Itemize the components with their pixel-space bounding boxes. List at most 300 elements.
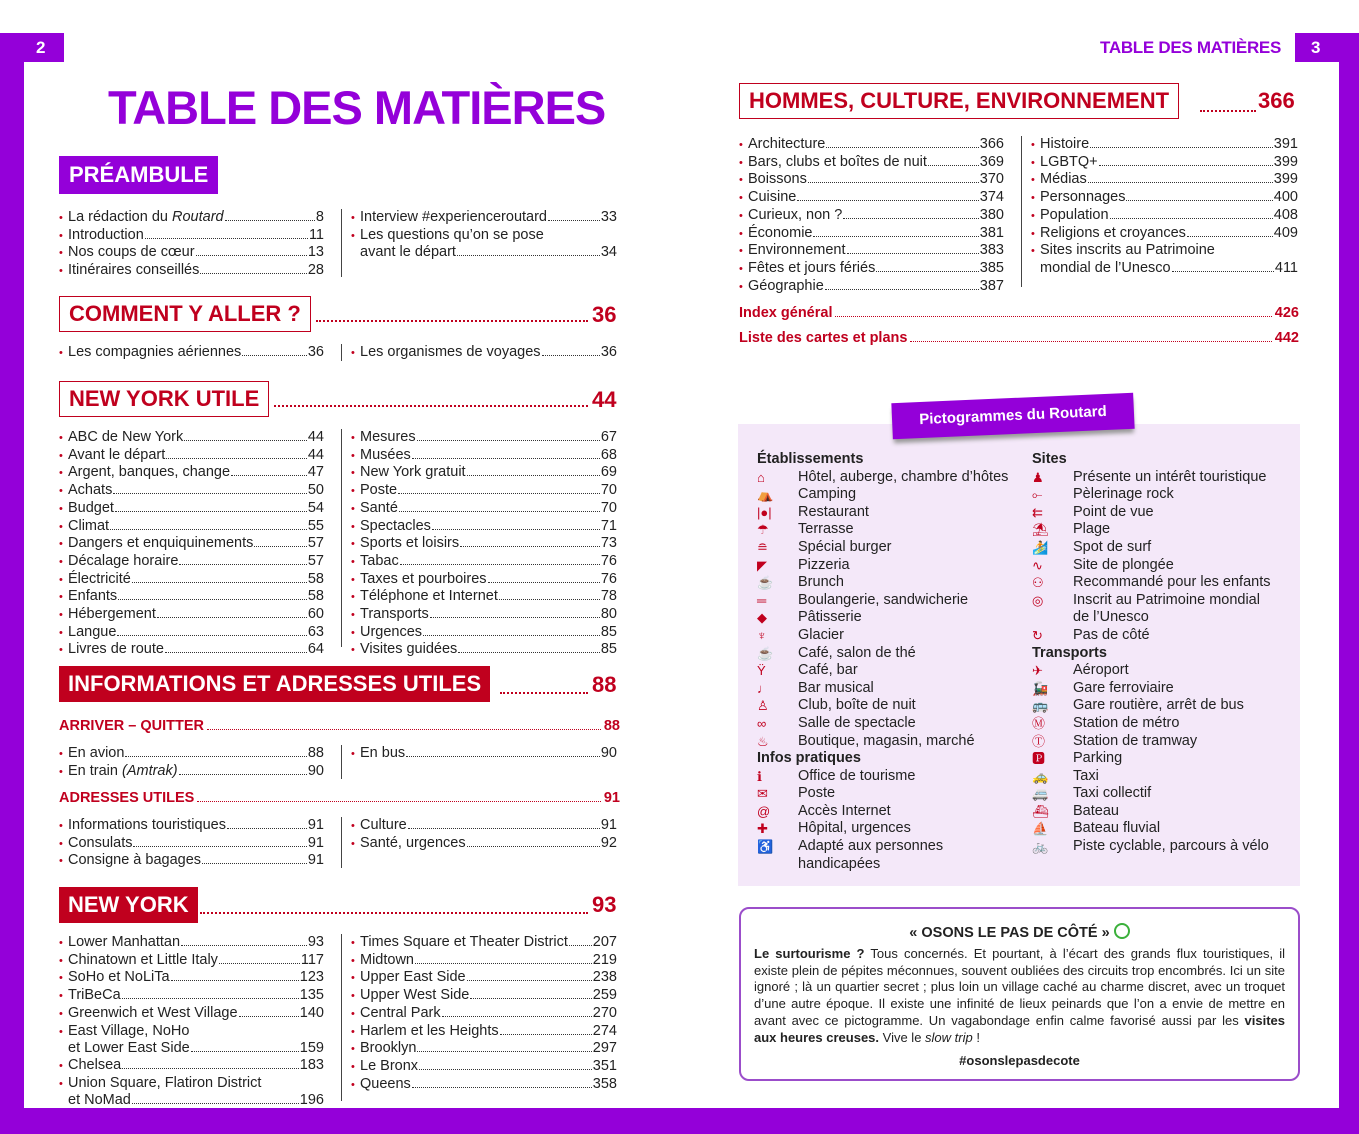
toc-entry-label: Argent, banques, change bbox=[68, 464, 231, 481]
toc-entry-label: Central Park bbox=[360, 1004, 441, 1021]
toc-entry[interactable] bbox=[59, 606, 324, 624]
spacer bbox=[757, 856, 798, 874]
burger-icon: ≘ bbox=[757, 539, 768, 555]
bullet-icon: • bbox=[351, 538, 355, 551]
bullet-icon: • bbox=[59, 212, 63, 224]
leader-dots bbox=[399, 511, 600, 512]
toc-entry[interactable] bbox=[59, 987, 324, 1005]
leader-dots bbox=[125, 756, 306, 757]
bullet-icon: • bbox=[351, 1060, 355, 1073]
adresses-left-list bbox=[59, 817, 342, 868]
leader-dots bbox=[242, 355, 307, 356]
toc-entry[interactable] bbox=[1031, 171, 1298, 189]
toc-entry-page: 85 bbox=[600, 641, 617, 658]
picto-label: Point de vue bbox=[1073, 503, 1154, 520]
toc-entry-label: Livres de route bbox=[68, 641, 164, 658]
picto-item bbox=[1032, 592, 1294, 610]
dancer-icon: ♙ bbox=[757, 698, 769, 714]
picto-item bbox=[1032, 662, 1294, 680]
toc-entry[interactable] bbox=[59, 1005, 324, 1023]
leader-dots bbox=[417, 1051, 591, 1052]
bullet-icon: • bbox=[739, 280, 743, 293]
toc-entry-label: Médias bbox=[1040, 171, 1087, 188]
picto-item bbox=[1032, 820, 1294, 838]
index-page: 426 bbox=[1274, 305, 1299, 321]
leader-dots bbox=[847, 253, 979, 254]
section-page-hommes[interactable]: 366 bbox=[1258, 88, 1295, 113]
spectacles-icon: ∞ bbox=[757, 715, 767, 731]
bullet-icon: • bbox=[59, 609, 63, 622]
toc-entry-label: Population bbox=[1040, 206, 1109, 223]
toc-entry-continued[interactable] bbox=[59, 1092, 324, 1109]
toc-entry[interactable] bbox=[739, 207, 1004, 225]
toc-entry[interactable] bbox=[351, 344, 617, 362]
leader-dots bbox=[207, 729, 601, 730]
toc-entry-page: 47 bbox=[307, 464, 324, 481]
toc-entry[interactable] bbox=[351, 447, 617, 465]
toc-entry-label: Enfants bbox=[68, 588, 118, 605]
leader-dots bbox=[467, 980, 592, 981]
toc-entry-label: Géographie bbox=[748, 277, 824, 294]
toc-entry-label: ABC de New York bbox=[68, 429, 184, 445]
toc-entry[interactable] bbox=[59, 1075, 324, 1093]
toc-entry-label: Transports bbox=[360, 606, 429, 623]
nyu-left-list bbox=[59, 429, 342, 658]
toc-entry[interactable] bbox=[59, 969, 324, 987]
toc-entry-label: Langue bbox=[68, 623, 117, 640]
toc-entry-page: 123 bbox=[299, 969, 324, 986]
toc-entry-label: Consigne à bagages bbox=[68, 852, 202, 869]
toc-entry-page: 91 bbox=[600, 817, 617, 833]
toc-entry[interactable] bbox=[351, 987, 617, 1005]
toc-entry-label: Mesures bbox=[360, 429, 416, 445]
toc-entry-label: Décalage horaire bbox=[68, 552, 179, 569]
toc-entry-page: 196 bbox=[299, 1092, 324, 1109]
bullet-icon: • bbox=[1031, 156, 1035, 169]
section-page-comment-y-aller[interactable]: 36 bbox=[592, 302, 617, 327]
picto-label: Taxi bbox=[1073, 767, 1099, 784]
toc-entry-label: Queens bbox=[360, 1075, 411, 1092]
section-page-informations[interactable]: 88 bbox=[592, 672, 617, 697]
picto-item bbox=[1032, 539, 1294, 557]
leader-dots bbox=[179, 774, 307, 775]
toc-entry[interactable] bbox=[739, 225, 1004, 243]
toc-entry[interactable] bbox=[351, 571, 617, 589]
subsection-adresses-utiles[interactable] bbox=[59, 790, 620, 806]
toc-entry-label: Greenwich et West Village bbox=[68, 1004, 238, 1021]
toc-entry[interactable] bbox=[59, 852, 324, 870]
bullet-icon: • bbox=[739, 139, 743, 151]
toc-entry-page: 366 bbox=[979, 136, 1004, 152]
picto-label: Café, bar bbox=[798, 662, 858, 679]
section-leader-dots bbox=[200, 912, 588, 914]
picto-item bbox=[1032, 521, 1294, 539]
leader-dots bbox=[460, 546, 600, 547]
toc-entry[interactable] bbox=[351, 606, 617, 624]
bullet-icon: • bbox=[1031, 209, 1035, 222]
leader-dots bbox=[132, 582, 307, 583]
toc-entry-page: 60 bbox=[307, 606, 324, 623]
leader-dots bbox=[1110, 218, 1273, 219]
pas-de-cote-icon bbox=[1114, 923, 1130, 939]
toc-entry-label: La rédaction du Routard bbox=[68, 209, 224, 225]
toc-entry-page: 71 bbox=[600, 517, 617, 534]
picto-item bbox=[1032, 486, 1294, 504]
bullet-icon: • bbox=[1031, 139, 1035, 151]
toc-entry-continued[interactable] bbox=[1031, 260, 1298, 277]
section-title-comment-y-aller[interactable]: COMMENT Y ALLER ? bbox=[59, 296, 311, 332]
toc-entry[interactable] bbox=[59, 244, 324, 262]
leader-dots bbox=[843, 218, 978, 219]
toc-entry[interactable] bbox=[351, 482, 617, 500]
toc-entry[interactable] bbox=[351, 1005, 617, 1023]
toc-entry[interactable] bbox=[351, 209, 617, 227]
toc-entry-page: 58 bbox=[307, 588, 324, 605]
leader-dots bbox=[132, 1103, 299, 1104]
toc-entry[interactable] bbox=[351, 553, 617, 571]
toc-entry[interactable] bbox=[351, 952, 617, 970]
toc-entry[interactable] bbox=[59, 835, 324, 853]
toc-entry[interactable] bbox=[351, 588, 617, 606]
picto-label: Pizzeria bbox=[798, 556, 850, 573]
bullet-icon: • bbox=[351, 591, 355, 604]
section-title-new-york-utile[interactable]: NEW YORK UTILE bbox=[59, 381, 269, 417]
toc-entry-label: East Village, NoHo bbox=[68, 1022, 190, 1039]
toc-entry-page: 91 bbox=[307, 834, 324, 851]
toc-entry[interactable] bbox=[739, 136, 1004, 154]
leader-dots bbox=[115, 511, 307, 512]
picto-label: Adapté aux personnes bbox=[798, 838, 944, 855]
toc-entry[interactable] bbox=[59, 262, 324, 280]
toc-entry[interactable] bbox=[739, 154, 1004, 172]
nyu-right-list bbox=[351, 429, 617, 659]
toc-entry-continued[interactable] bbox=[59, 1040, 324, 1057]
toc-entry-label: Midtown bbox=[360, 951, 414, 968]
osons-text: Tous concernés. Et pourtant, à l’écart des grands flux touristiques, il existe plein de pépites méconnues, souvent oubliées des circuits trop encombrés. Ici un site ignoré ; là un quartier secret ; plus loin un village caché au charme discret, avec un troquet d’une autre époque. Il existe une infinité de lieux peinards que l’on a envie de mettre en avant avec ce pictogramme. Un vagabondage enfin calme favorisé aussi par les bbox=[754, 945, 1286, 1028]
toc-entry[interactable] bbox=[59, 817, 324, 835]
toc-entry[interactable] bbox=[351, 969, 617, 987]
toc-entry[interactable] bbox=[351, 745, 617, 763]
toc-entry[interactable] bbox=[351, 817, 617, 835]
picto-item bbox=[757, 469, 1027, 487]
toc-entry-label: Histoire bbox=[1040, 136, 1090, 152]
toc-entry-page: 70 bbox=[600, 499, 617, 516]
leader-dots bbox=[408, 828, 600, 829]
section-title-preambule: PRÉAMBULE bbox=[59, 156, 218, 194]
bullet-icon: • bbox=[351, 432, 355, 444]
page-title: TABLE DES MATIÈRES bbox=[108, 81, 606, 134]
bullet-icon: • bbox=[351, 837, 355, 850]
bullet-icon: • bbox=[59, 247, 63, 260]
bullet-icon: • bbox=[351, 467, 355, 480]
osons-title-text: « OSONS LE PAS DE CÔTÉ » bbox=[909, 925, 1110, 941]
toc-entry-page: 50 bbox=[307, 482, 324, 499]
picto-label: Spécial burger bbox=[798, 538, 892, 555]
toc-entry[interactable] bbox=[351, 464, 617, 482]
bullet-icon: • bbox=[59, 229, 63, 242]
toc-entry[interactable] bbox=[1031, 189, 1298, 207]
leader-dots bbox=[219, 963, 300, 964]
section-leader-dots bbox=[274, 405, 588, 407]
index-general-link[interactable] bbox=[739, 305, 1299, 321]
picto-label: Taxi collectif bbox=[1073, 785, 1152, 802]
toc-entry-page: 411 bbox=[1274, 259, 1298, 276]
bullet-icon: • bbox=[739, 245, 743, 258]
leader-dots bbox=[179, 564, 306, 565]
toc-entry[interactable] bbox=[59, 1057, 324, 1075]
toc-entry[interactable] bbox=[739, 171, 1004, 189]
bullet-icon: • bbox=[351, 485, 355, 498]
picto-item bbox=[757, 574, 1027, 592]
toc-entry-page: 383 bbox=[979, 242, 1004, 259]
wineglass-icon: Ϋ bbox=[757, 663, 766, 679]
toc-entry-label: Tabac bbox=[360, 552, 399, 569]
toc-entry[interactable] bbox=[351, 1023, 617, 1041]
toc-entry[interactable] bbox=[59, 641, 324, 659]
toc-entry-page: 380 bbox=[979, 206, 1004, 223]
toc-entry[interactable] bbox=[59, 624, 324, 642]
toc-entry-page: 73 bbox=[600, 535, 617, 552]
toc-entry[interactable] bbox=[351, 934, 617, 952]
toc-entry[interactable] bbox=[59, 227, 324, 245]
picto-label: Terrasse bbox=[798, 521, 854, 538]
toc-entry-label: LGBTQ+ bbox=[1040, 153, 1098, 170]
toc-entry-page: 270 bbox=[592, 1004, 617, 1021]
camping-icon: ⛺ bbox=[757, 487, 774, 503]
bullet-icon: • bbox=[351, 644, 355, 657]
toc-entry[interactable] bbox=[59, 571, 324, 589]
toc-entry[interactable] bbox=[739, 260, 1004, 278]
toc-entry[interactable] bbox=[739, 189, 1004, 207]
toc-entry[interactable] bbox=[59, 429, 324, 447]
toc-entry-page: 76 bbox=[600, 552, 617, 569]
page-frame-bottom bbox=[0, 1108, 1359, 1134]
picto-heading-transports: Transports bbox=[1032, 644, 1107, 661]
toc-entry[interactable] bbox=[59, 763, 324, 781]
toc-entry[interactable] bbox=[59, 553, 324, 571]
toc-entry[interactable] bbox=[351, 624, 617, 642]
picto-label: Bateau fluvial bbox=[1073, 820, 1161, 837]
toc-entry[interactable] bbox=[351, 835, 617, 853]
toc-entry-page: 274 bbox=[592, 1022, 617, 1039]
section-page-new-york-utile[interactable]: 44 bbox=[592, 387, 617, 412]
section-title-hommes[interactable]: HOMMES, CULTURE, ENVIRONNEMENT bbox=[739, 83, 1179, 119]
bullet-icon: • bbox=[59, 626, 63, 639]
toc-entry-label: Boissons bbox=[748, 171, 807, 188]
toc-entry[interactable] bbox=[1031, 154, 1298, 172]
toc-entry-label: Électricité bbox=[68, 570, 131, 587]
toc-entry-label: New York gratuit bbox=[360, 464, 466, 481]
page-frame-left bbox=[0, 33, 24, 1134]
bullet-icon: • bbox=[59, 748, 63, 760]
bullet-icon: • bbox=[59, 449, 63, 462]
toc-entry[interactable] bbox=[59, 952, 324, 970]
section-page-new-york[interactable]: 93 bbox=[592, 892, 617, 917]
toc-entry-page: 370 bbox=[979, 171, 1004, 188]
toc-entry-page: 93 bbox=[307, 934, 324, 950]
toc-entry[interactable] bbox=[59, 500, 324, 518]
picto-label: Station de tramway bbox=[1073, 732, 1198, 749]
picto-label: Pâtisserie bbox=[798, 609, 862, 626]
picto-item bbox=[1032, 768, 1294, 786]
index-label: Index général bbox=[739, 305, 833, 321]
toc-entry[interactable] bbox=[739, 278, 1004, 296]
toc-entry[interactable] bbox=[351, 1076, 617, 1094]
toc-entry[interactable] bbox=[351, 227, 617, 245]
toc-entry-label: Sports et loisirs bbox=[360, 535, 460, 552]
toc-entry-label: Chelsea bbox=[68, 1056, 122, 1073]
bullet-icon: • bbox=[351, 449, 355, 462]
section-title-new-york[interactable]: NEW YORK bbox=[59, 887, 198, 923]
beach-icon: ⛱ bbox=[1032, 522, 1049, 538]
bullet-icon: • bbox=[59, 765, 63, 778]
leader-dots bbox=[423, 635, 600, 636]
subsection-arriver-quitter[interactable] bbox=[59, 718, 620, 734]
bicycle-icon: 🚲 bbox=[1032, 839, 1049, 855]
picto-item bbox=[1032, 803, 1294, 821]
toc-entry[interactable] bbox=[1031, 136, 1298, 154]
leader-dots bbox=[813, 236, 978, 237]
toc-entry-label: Achats bbox=[68, 482, 113, 499]
leader-dots bbox=[122, 1068, 299, 1069]
osons-callout bbox=[739, 907, 1300, 1081]
bullet-icon: • bbox=[351, 972, 355, 985]
picto-label: Accès Internet bbox=[798, 802, 891, 819]
bullet-icon: • bbox=[59, 820, 63, 832]
picto-label: Salle de spectacle bbox=[798, 714, 916, 731]
toc-entry[interactable] bbox=[59, 344, 324, 362]
toc-entry[interactable] bbox=[59, 535, 324, 553]
toc-entry[interactable] bbox=[1031, 242, 1298, 260]
comment-right-list bbox=[351, 344, 617, 362]
section-title-informations[interactable]: INFORMATIONS ET ADRESSES UTILES bbox=[59, 666, 490, 702]
bullet-icon: • bbox=[739, 227, 743, 240]
river-boat-icon: ⛵ bbox=[1032, 821, 1049, 837]
bullet-icon: • bbox=[739, 262, 743, 275]
toc-entry-page: 409 bbox=[1273, 224, 1298, 241]
toc-entry-label: Urgences bbox=[360, 623, 423, 640]
toc-entry-continued[interactable] bbox=[351, 244, 617, 261]
envelope-icon: ✉ bbox=[757, 786, 768, 802]
toc-entry-page: 135 bbox=[299, 987, 324, 1004]
toc-entry-label: mondial de l’Unesco bbox=[1040, 259, 1171, 276]
liste-cartes-link[interactable] bbox=[739, 330, 1299, 346]
leader-dots bbox=[826, 147, 978, 148]
toc-entry-label: En bus bbox=[360, 745, 406, 761]
toc-entry[interactable] bbox=[351, 429, 617, 447]
music-note-icon: ♩ bbox=[757, 680, 770, 696]
toc-entry[interactable] bbox=[59, 1023, 324, 1041]
bullet-icon: • bbox=[351, 229, 355, 242]
picto-item bbox=[757, 768, 1027, 786]
diving-icon: ∿ bbox=[1032, 557, 1043, 573]
toc-entry-page: 91 bbox=[307, 852, 324, 869]
toc-entry[interactable] bbox=[59, 934, 324, 952]
toc-entry[interactable] bbox=[351, 535, 617, 553]
bullet-icon: • bbox=[739, 174, 743, 187]
toc-entry-page: 391 bbox=[1273, 136, 1298, 152]
toc-entry-page: 92 bbox=[600, 834, 617, 851]
picto-label: Hôpital, urgences bbox=[798, 820, 911, 837]
toc-entry[interactable] bbox=[59, 209, 324, 227]
section-leader-dots bbox=[316, 320, 588, 322]
picto-label: Pas de côté bbox=[1073, 626, 1150, 643]
picto-label: Pèlerinage rock bbox=[1073, 486, 1174, 503]
picto-label: Piste cyclable, parcours à vélo bbox=[1073, 838, 1269, 855]
picto-item bbox=[1032, 838, 1294, 856]
viewpoint-icon: ⇇ bbox=[1032, 504, 1043, 520]
osons-text: Vive le bbox=[879, 1029, 926, 1045]
leader-dots bbox=[171, 980, 299, 981]
osons-title bbox=[754, 923, 1285, 942]
picto-item bbox=[757, 504, 1027, 522]
toc-entry-label: Environnement bbox=[748, 242, 846, 259]
picto-label: de l’Unesco bbox=[1073, 609, 1149, 626]
surf-icon: 🏄 bbox=[1032, 539, 1049, 555]
toc-entry-label: TriBeCa bbox=[68, 987, 121, 1004]
toc-entry[interactable] bbox=[59, 745, 324, 763]
toc-entry[interactable] bbox=[351, 1040, 617, 1058]
picto-label: Gare routière, arrêt de bus bbox=[1073, 697, 1244, 714]
toc-entry-page: 381 bbox=[979, 224, 1004, 241]
toc-entry[interactable] bbox=[351, 500, 617, 518]
airplane-icon: ✈ bbox=[1032, 663, 1043, 679]
toc-entry-label: Cuisine bbox=[748, 189, 797, 206]
bullet-icon: • bbox=[59, 520, 63, 533]
toc-entry[interactable] bbox=[739, 242, 1004, 260]
toc-entry[interactable] bbox=[59, 447, 324, 465]
leader-dots bbox=[542, 355, 600, 356]
picto-item bbox=[1032, 750, 1294, 768]
picto-item bbox=[1032, 697, 1294, 715]
bullet-icon: • bbox=[1031, 245, 1035, 258]
picto-item bbox=[1032, 574, 1294, 592]
toc-entry-label: SoHo et NoLiTa bbox=[68, 969, 170, 986]
tourist-icon: ♟ bbox=[1032, 469, 1044, 485]
toc-entry-page: 117 bbox=[300, 951, 324, 968]
leader-dots bbox=[928, 165, 979, 166]
metro-icon: Ⓜ bbox=[1032, 715, 1046, 731]
toc-entry[interactable] bbox=[351, 518, 617, 536]
subsection-page: 88 bbox=[603, 718, 620, 734]
bullet-icon: • bbox=[739, 209, 743, 222]
osons-italic: slow trip bbox=[925, 1029, 973, 1045]
subsection-label: ARRIVER – QUITTER bbox=[59, 718, 205, 734]
toc-entry[interactable] bbox=[59, 588, 324, 606]
leader-dots bbox=[133, 846, 306, 847]
toc-entry[interactable] bbox=[1031, 207, 1298, 225]
toc-entry[interactable] bbox=[351, 1058, 617, 1076]
toc-entry[interactable] bbox=[59, 518, 324, 536]
leader-dots bbox=[400, 564, 600, 565]
toc-entry-label: Union Square, Flatiron District bbox=[68, 1074, 262, 1091]
toc-entry-page: 358 bbox=[592, 1075, 617, 1092]
leader-dots bbox=[569, 945, 592, 946]
toc-entry[interactable] bbox=[351, 641, 617, 659]
toc-entry-page: 219 bbox=[592, 951, 617, 968]
bullet-icon: • bbox=[351, 1043, 355, 1056]
toc-entry[interactable] bbox=[1031, 225, 1298, 243]
leader-dots bbox=[470, 998, 591, 999]
adresses-right-list bbox=[351, 817, 617, 852]
picto-item bbox=[757, 803, 1027, 821]
picto-label: Camping bbox=[798, 486, 857, 503]
toc-entry-label: Spectacles bbox=[360, 517, 431, 534]
toc-entry[interactable] bbox=[59, 482, 324, 500]
toc-entry[interactable] bbox=[59, 464, 324, 482]
osons-hashtag[interactable]: #osonslepasdecote bbox=[959, 1052, 1080, 1068]
bullet-icon: • bbox=[739, 192, 743, 205]
